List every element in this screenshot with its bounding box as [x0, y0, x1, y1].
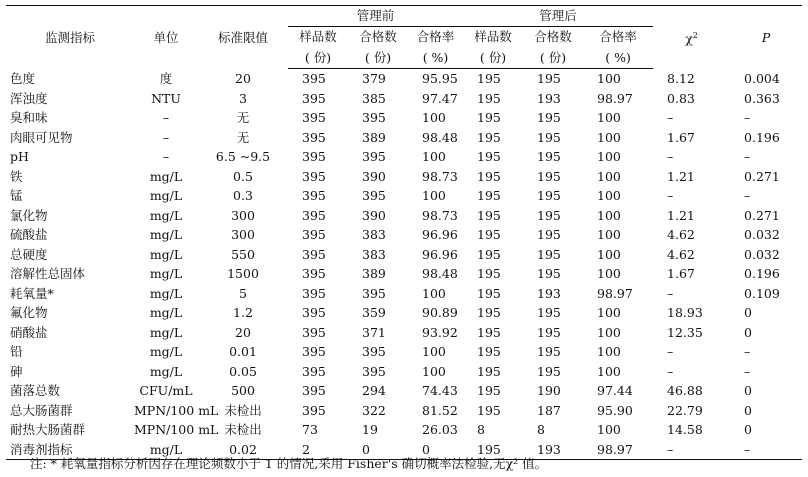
cell-after-qualified: 195 [537, 71, 561, 86]
cell-unit: MPN/100 mL [134, 402, 219, 418]
cell-unit: mg/L [149, 363, 183, 379]
table-row [6, 89, 802, 109]
cell-after-samples: 195 [477, 188, 501, 203]
cell-p-value: 0.363 [744, 90, 780, 106]
cell-p-value: 0 [744, 383, 752, 398]
header-after-qualified-unit: ( 份) [523, 47, 583, 69]
header-after-rate: 合格率 [599, 29, 637, 45]
cell-chi-square: 14.58 [667, 422, 703, 437]
cell-limit: 300 [231, 227, 255, 242]
cell-after-rate: 100 [597, 324, 621, 340]
cell-indicator: 氯化物 [10, 207, 48, 223]
cell-after-samples: 8 [477, 422, 485, 437]
header-before: 管理前 [288, 6, 463, 27]
cell-before-rate: 100 [422, 363, 446, 379]
cell-indicator: 臭和味 [10, 110, 48, 125]
cell-unit: MPN/100 mL [134, 422, 219, 437]
cell-before-rate: 98.48 [422, 129, 458, 145]
cell-after-rate: 100 [597, 266, 621, 281]
cell-limit: 20 [235, 70, 251, 86]
cell-before-samples: 395 [302, 207, 326, 223]
cell-before-rate: 96.96 [422, 246, 458, 262]
header-indicator: 监测指标 [6, 6, 134, 69]
cell-after-samples: 195 [477, 305, 501, 320]
cell-after-qualified: 193 [537, 285, 561, 301]
cell-before-rate: 95.95 [422, 71, 458, 86]
cell-limit: 无 [236, 129, 250, 145]
cell-unit: mg/L [149, 188, 183, 203]
cell-indicator: 色度 [10, 70, 36, 86]
cell-after-samples: 195 [477, 383, 501, 398]
table-row [6, 128, 802, 148]
cell-chi-square: – [653, 440, 730, 460]
cell-p-value: 0 [744, 324, 752, 340]
cell-unit: mg/L [149, 207, 183, 223]
cell-before-qualified: 385 [362, 90, 386, 106]
cell-indicator: 硝酸盐 [10, 324, 48, 340]
cell-before-rate: 96.96 [422, 227, 458, 242]
cell-chi-square: – [667, 344, 674, 359]
cell-indicator: 锰 [10, 188, 23, 203]
cell-limit: 20 [235, 324, 251, 340]
cell-before-rate: 100 [422, 285, 446, 301]
table-row [6, 342, 802, 362]
cell-before-samples: 395 [302, 168, 326, 184]
cell-indicator: pH [10, 149, 29, 164]
cell-limit: 无 [236, 110, 250, 125]
cell-limit: 300 [231, 207, 255, 223]
cell-before-qualified: 395 [362, 149, 386, 164]
header-unit: 单位 [134, 6, 198, 69]
table-row [6, 323, 802, 343]
cell-unit: CFU/mL [139, 383, 193, 398]
cell-chi-square: – [667, 188, 674, 203]
cell-after-qualified: 187 [537, 402, 561, 418]
cell-chi-square: 4.62 [667, 227, 695, 242]
cell-chi-square: – [667, 149, 674, 164]
cell-limit: 未检出 [224, 402, 262, 418]
cell-before-qualified: 0 [348, 440, 408, 460]
cell-after-samples: 195 [477, 168, 501, 184]
cell-limit: 6.5 ~9.5 [215, 149, 271, 164]
cell-before-qualified: 359 [362, 305, 386, 320]
table-row [6, 225, 802, 245]
cell-p-value: 0.196 [744, 129, 780, 145]
cell-before-qualified: 294 [362, 383, 386, 398]
cell-limit: 500 [231, 383, 255, 398]
cell-chi-square: 1.21 [667, 168, 695, 184]
cell-after-qualified: 195 [537, 363, 561, 379]
cell-unit: mg/L [149, 305, 183, 320]
header-after-samples-unit: ( 份) [463, 47, 523, 69]
header-limit: 标准限值 [198, 6, 288, 69]
cell-chi-square: 1.67 [667, 266, 695, 281]
cell-before-rate: 100 [422, 110, 446, 125]
cell-after-qualified: 195 [537, 188, 561, 203]
cell-after-rate: 100 [597, 344, 621, 359]
cell-after-rate: 98.97 [597, 90, 633, 106]
cell-limit: 0.3 [233, 188, 253, 203]
cell-after-qualified: 195 [537, 207, 561, 223]
header-after-samples: 样品数 [474, 29, 512, 45]
table-row [6, 362, 802, 382]
cell-indicator: 消毒剂指标 [6, 440, 134, 460]
cell-after-samples: 195 [477, 129, 501, 145]
cell-chi-square: 22.79 [667, 402, 703, 418]
cell-after-rate: 98.97 [597, 285, 633, 301]
header-before-qualified-unit: ( 份) [348, 47, 408, 69]
cell-after-qualified: 195 [537, 227, 561, 242]
cell-p-value: – [744, 363, 751, 379]
cell-chi-square: 18.93 [667, 305, 703, 320]
table-row [6, 167, 802, 187]
cell-before-samples: 395 [302, 227, 326, 242]
cell-after-qualified: 8 [537, 422, 545, 437]
cell-unit: mg/L [149, 227, 183, 242]
cell-unit: 度 [159, 70, 173, 86]
cell-before-rate: 98.73 [422, 207, 458, 223]
cell-before-qualified: 390 [362, 207, 386, 223]
cell-before-qualified: 389 [362, 129, 386, 145]
table-row [6, 206, 802, 226]
cell-before-rate: 74.43 [422, 383, 458, 398]
cell-after-qualified: 195 [537, 110, 561, 125]
cell-before-samples: 395 [302, 324, 326, 340]
table-body [6, 69, 802, 460]
cell-indicator: 砷 [10, 363, 23, 379]
cell-chi-square: 1.67 [667, 129, 695, 145]
cell-chi-square: 8.12 [667, 70, 695, 86]
cell-before-rate: 100 [422, 149, 446, 164]
cell-limit: 1.2 [233, 305, 253, 320]
cell-before-qualified: 322 [362, 402, 386, 418]
table-row [6, 401, 802, 421]
cell-before-qualified: 395 [362, 110, 386, 125]
cell-indicator: 铅 [10, 344, 23, 359]
header-after: 管理后 [463, 6, 653, 27]
cell-chi-square: – [667, 110, 674, 125]
cell-p-value: 0.271 [744, 168, 780, 184]
cell-before-qualified: 395 [362, 188, 386, 203]
cell-indicator: 菌落总数 [10, 383, 61, 398]
cell-unit: mg/L [149, 266, 183, 281]
cell-unit: mg/L [149, 168, 183, 184]
cell-before-samples: 395 [302, 363, 326, 379]
cell-after-samples: 195 [477, 324, 501, 340]
cell-after-rate: 100 [597, 110, 621, 125]
cell-after-qualified: 193 [523, 440, 583, 460]
cell-after-samples: 195 [463, 440, 523, 460]
cell-indicator: 铁 [10, 168, 23, 184]
cell-p-value: 0.032 [744, 246, 780, 262]
cell-after-qualified: 195 [537, 305, 561, 320]
cell-before-qualified: 383 [362, 227, 386, 242]
cell-after-samples: 195 [477, 246, 501, 262]
cell-before-qualified: 390 [362, 168, 386, 184]
table-row [6, 264, 802, 284]
cell-p-value: 0 [744, 305, 752, 320]
cell-after-qualified: 195 [537, 246, 561, 262]
cell-limit: 1500 [227, 266, 259, 281]
cell-after-samples: 195 [477, 227, 501, 242]
cell-before-samples: 395 [302, 305, 326, 320]
cell-indicator: 肉眼可见物 [10, 129, 73, 145]
table-row [6, 245, 802, 265]
cell-before-samples: 395 [302, 383, 326, 398]
table-row [6, 186, 802, 206]
table-row [6, 69, 802, 89]
cell-unit: – [162, 110, 170, 125]
cell-before-rate: 98.48 [422, 266, 458, 281]
cell-after-qualified: 195 [537, 266, 561, 281]
cell-chi-square: 4.62 [667, 246, 695, 262]
cell-before-rate: 100 [422, 188, 446, 203]
cell-after-qualified: 195 [537, 129, 561, 145]
cell-before-samples: 395 [302, 266, 326, 281]
cell-after-rate: 100 [597, 422, 621, 437]
table-row [6, 147, 802, 167]
cell-after-rate: 100 [597, 207, 621, 223]
cell-before-samples: 395 [302, 90, 326, 106]
table-row [6, 381, 802, 401]
cell-before-samples: 395 [302, 344, 326, 359]
cell-p-value: – [744, 149, 751, 164]
header-before-qualified: 合格数 [359, 29, 397, 45]
cell-chi-square: 46.88 [667, 383, 703, 398]
header-chi-square: $\chi^2$ [653, 6, 730, 69]
cell-after-qualified: 195 [537, 344, 561, 359]
cell-after-rate: 100 [597, 129, 621, 145]
cell-after-rate: 95.90 [597, 402, 633, 418]
cell-before-rate: 81.52 [422, 402, 458, 418]
cell-before-samples: 2 [288, 440, 348, 460]
cell-before-samples: 395 [302, 285, 326, 301]
cell-before-qualified: 383 [362, 246, 386, 262]
cell-unit: mg/L [149, 285, 183, 301]
cell-p-value: – [730, 440, 802, 460]
cell-before-rate: 26.03 [422, 422, 458, 437]
cell-after-qualified: 195 [537, 168, 561, 184]
cell-after-qualified: 195 [537, 149, 561, 164]
cell-after-samples: 195 [477, 207, 501, 223]
cell-after-rate: 100 [597, 305, 621, 320]
cell-limit: 5 [239, 285, 247, 301]
cell-after-rate: 100 [597, 168, 621, 184]
cell-after-rate: 100 [597, 227, 621, 242]
cell-limit: 0.05 [229, 363, 257, 379]
cell-after-qualified: 193 [537, 90, 561, 106]
cell-p-value: – [744, 344, 751, 359]
cell-before-qualified: 395 [362, 344, 386, 359]
cell-unit: – [162, 149, 170, 164]
cell-unit: mg/L [134, 440, 198, 460]
cell-chi-square: 0.83 [667, 90, 695, 106]
header-after-qualified: 合格数 [534, 29, 572, 45]
cell-p-value: 0.109 [744, 285, 780, 301]
cell-unit: NTU [151, 90, 181, 106]
cell-before-rate: 93.92 [422, 324, 458, 340]
cell-before-rate: 0 [408, 440, 463, 460]
header-after-rate-unit: ( %) [583, 47, 653, 69]
cell-before-rate: 98.73 [422, 168, 458, 184]
cell-p-value: 0.004 [744, 70, 780, 86]
cell-after-rate: 100 [597, 246, 621, 262]
cell-before-samples: 395 [302, 71, 326, 86]
cell-after-rate: 100 [597, 71, 621, 86]
header-before-samples: 样品数 [299, 29, 337, 45]
cell-before-qualified: 389 [362, 266, 386, 281]
cell-after-rate: 97.44 [597, 383, 633, 398]
cell-after-rate: 100 [597, 363, 621, 379]
cell-before-qualified: 379 [362, 71, 386, 86]
cell-after-samples: 195 [477, 363, 501, 379]
header-before-rate: 合格率 [416, 29, 455, 45]
cell-indicator: 耗氧量* [10, 285, 54, 301]
cell-unit: mg/L [149, 344, 183, 359]
cell-unit: – [162, 129, 170, 145]
cell-p-value: 0.032 [744, 227, 780, 242]
cell-chi-square: 12.35 [667, 324, 703, 340]
cell-chi-square: 1.21 [667, 207, 695, 223]
cell-indicator: 总硬度 [10, 246, 48, 262]
cell-p-value: 0 [744, 402, 752, 418]
cell-after-samples: 195 [477, 402, 501, 418]
cell-indicator: 耐热大肠菌群 [10, 422, 86, 437]
cell-after-rate: 100 [597, 188, 621, 203]
cell-before-qualified: 371 [362, 324, 386, 340]
cell-after-rate: 100 [597, 149, 621, 164]
cell-indicator: 浑浊度 [10, 90, 48, 106]
cell-chi-square: – [667, 285, 674, 301]
cell-before-samples: 395 [302, 129, 326, 145]
cell-after-samples: 195 [477, 149, 501, 164]
table-row [6, 108, 802, 128]
cell-p-value: – [744, 110, 751, 125]
cell-p-value: 0 [744, 422, 752, 437]
cell-before-samples: 395 [302, 110, 326, 125]
cell-limit: 550 [231, 246, 255, 262]
cell-p-value: 0.271 [744, 207, 780, 223]
cell-before-samples: 395 [302, 188, 326, 203]
cell-before-samples: 395 [302, 149, 326, 164]
cell-before-samples: 73 [302, 422, 318, 437]
cell-before-qualified: 395 [362, 285, 386, 301]
cell-p-value: – [744, 188, 751, 203]
cell-before-samples: 395 [302, 402, 326, 418]
cell-p-value: 0.196 [744, 266, 780, 281]
cell-unit: mg/L [149, 324, 183, 340]
cell-before-samples: 395 [302, 246, 326, 262]
table-footnote: 注: * 耗氧量指标分析因存在理论频数小于 1 的情况,采用 Fisher's 确切概率法检验,无χ² 值。 [30, 456, 548, 471]
cell-before-qualified: 19 [362, 422, 378, 437]
cell-after-rate: 98.97 [583, 440, 653, 460]
cell-before-qualified: 395 [362, 363, 386, 379]
cell-after-samples: 195 [477, 90, 501, 106]
cell-limit: 未检出 [224, 422, 262, 437]
cell-after-samples: 195 [477, 71, 501, 86]
cell-limit: 3 [239, 90, 247, 106]
cell-unit: mg/L [149, 246, 183, 262]
cell-after-samples: 195 [477, 285, 501, 301]
cell-chi-square: – [667, 363, 674, 379]
cell-before-rate: 100 [422, 344, 446, 359]
cell-indicator: 总大肠菌群 [10, 402, 73, 418]
cell-limit: 0.02 [198, 440, 288, 460]
cell-limit: 0.01 [229, 344, 257, 359]
water-quality-table [6, 5, 802, 460]
cell-before-rate: 90.89 [422, 305, 458, 320]
cell-after-samples: 195 [477, 110, 501, 125]
cell-limit: 0.5 [233, 168, 253, 184]
table-row [6, 284, 802, 304]
cell-after-samples: 195 [477, 266, 501, 281]
cell-after-qualified: 190 [537, 383, 561, 398]
header-p: P [730, 6, 802, 69]
cell-indicator: 硫酸盐 [10, 227, 48, 242]
header-before-samples-unit: ( 份) [288, 47, 348, 69]
cell-indicator: 溶解性总固体 [10, 266, 86, 281]
cell-after-samples: 195 [477, 344, 501, 359]
cell-before-rate: 97.47 [422, 90, 458, 106]
cell-after-qualified: 195 [537, 324, 561, 340]
cell-indicator: 氟化物 [10, 305, 48, 320]
table-row [6, 303, 802, 323]
header-before-rate-unit: ( %) [408, 47, 463, 69]
table-row [6, 420, 802, 440]
